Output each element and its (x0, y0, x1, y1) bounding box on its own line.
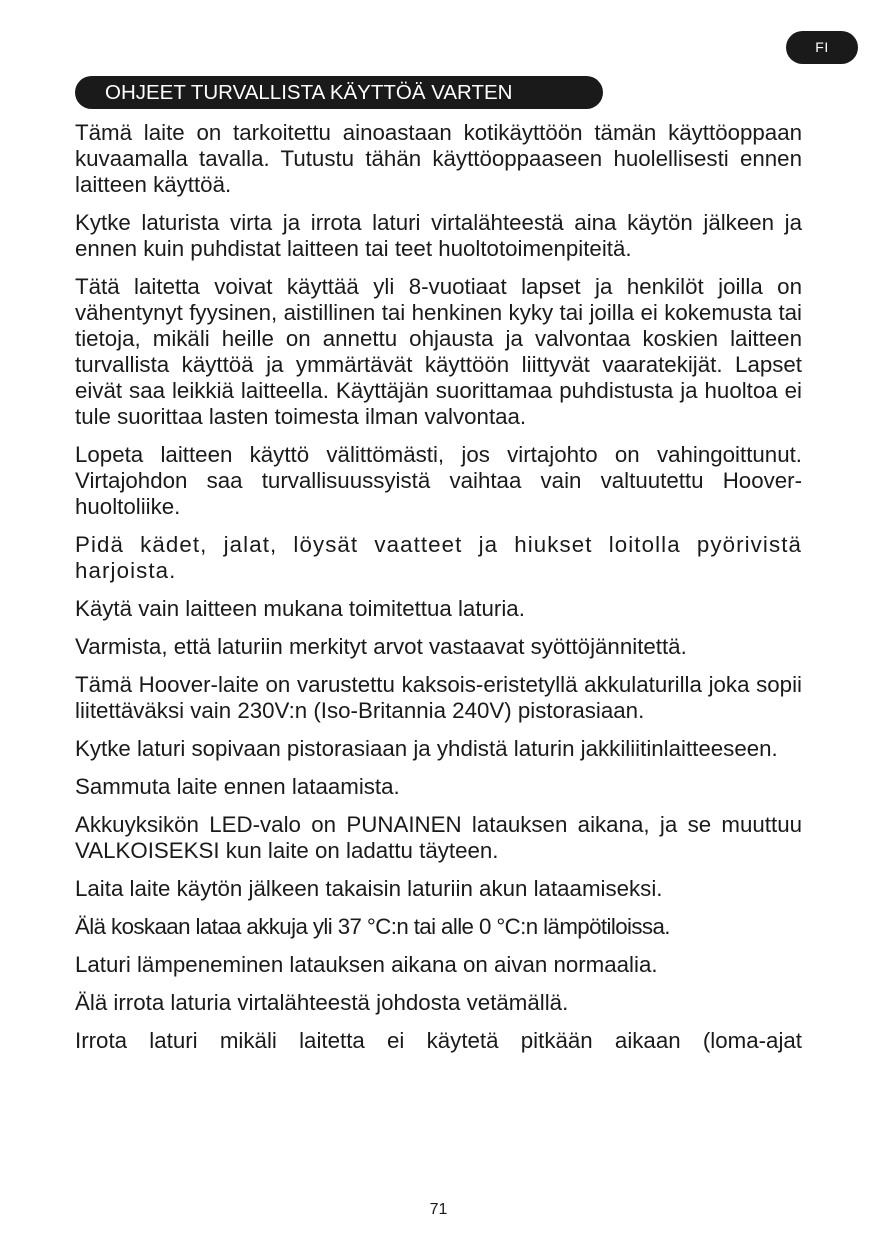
safety-instructions (75, 120, 802, 1066)
page-number: 71 (429, 1201, 448, 1218)
paragraph-rotating-brushes: Pidä kädet, jalat, löysät vaatteet ja hiukset loitolla pyörivistä harjoista. (75, 532, 802, 583)
paragraph-do-not-pull-cord: Älä irrota laturia virtalähteestä johdosta vetämällä. (75, 990, 569, 1015)
paragraph-voltage-check: Varmista, että laturiin merkityt arvot vastaavat syöttöjännitettä. (75, 634, 687, 659)
section-title: OHJEET TURVALLISTA KÄYTTÖÄ VARTEN (75, 76, 603, 109)
paragraph-double-insulated: Tämä Hoover-laite on varustettu kaksois-eristetyllä akkulaturilla joka sopii liitettäväksi vain 230V:n (Iso-Britannia 240V) pistorasiaan. (75, 672, 802, 723)
paragraph-damaged-cord: Lopeta laitteen käyttö välittömästi, jos virtajohto on vahingoittunut. Virtajohdon saa turvallisuussyistä vaihtaa vain valtuutettu Hoover-huoltoliike. (75, 442, 802, 519)
paragraph-intended-use: Tämä laite on tarkoitettu ainoastaan kotikäyttöön tämän käyttöoppaan kuvaamalla tavalla. Tutustu tähän käyttöoppaaseen huolellisesti ennen laitteen käyttöä. (75, 120, 802, 197)
paragraph-children-supervision: Tätä laitetta voivat käyttää yli 8-vuotiaat lapset ja henkilöt joilla on vähentynyt fyysinen, aistillinen tai henkinen kyky tai joilla ei kokemusta tai tietoja, mikäli heille on annettu ohjausta ja valvontaa koskien laitteen turvallista käyttöä ja ymmärtävät käyttöön liittyvät vaaratekijät. Lapset eivät saa leikkiä laitteella. Käyttäjän suorittamaa puhdistusta ja huoltoa ei tule suorittaa lasten toimesta ilman valvontaa. (75, 274, 802, 429)
paragraph-return-to-charger: Laita laite käytön jälkeen takaisin laturiin akun lataamiseksi. (75, 876, 663, 901)
paragraph-connect-charger: Kytke laturi sopivaan pistorasiaan ja yhdistä laturin jakkiliitinlaitteeseen. (75, 736, 778, 761)
paragraph-supplied-charger: Käytä vain laitteen mukana toimitettua laturia. (75, 596, 525, 621)
language-tab: FI (786, 31, 858, 64)
paragraph-charger-warming: Laturi lämpeneminen latauksen aikana on aivan normaalia. (75, 952, 658, 977)
paragraph-disconnect-charger: Kytke laturista virta ja irrota laturi virtalähteestä aina käytön jälkeen ja ennen kuin puhdistat laitteen tai teet huoltotoimenpiteitä. (75, 210, 802, 261)
paragraph-unplug-long-periods: Irrota laturi mikäli laitetta ei käytetä pitkään aikaan (loma-ajat (75, 1028, 802, 1053)
paragraph-switch-off: Sammuta laite ennen lataamista. (75, 774, 400, 799)
paragraph-temperature-limits: Älä koskaan lataa akkuja yli 37 °C:n tai alle 0 °C:n lämpötiloissa. (75, 914, 670, 939)
paragraph-led-indicator: Akkuyksikön LED-valo on PUNAINEN latauksen aikana, ja se muuttuu VALKOISEKSI kun laite on ladattu täyteen. (75, 812, 802, 863)
